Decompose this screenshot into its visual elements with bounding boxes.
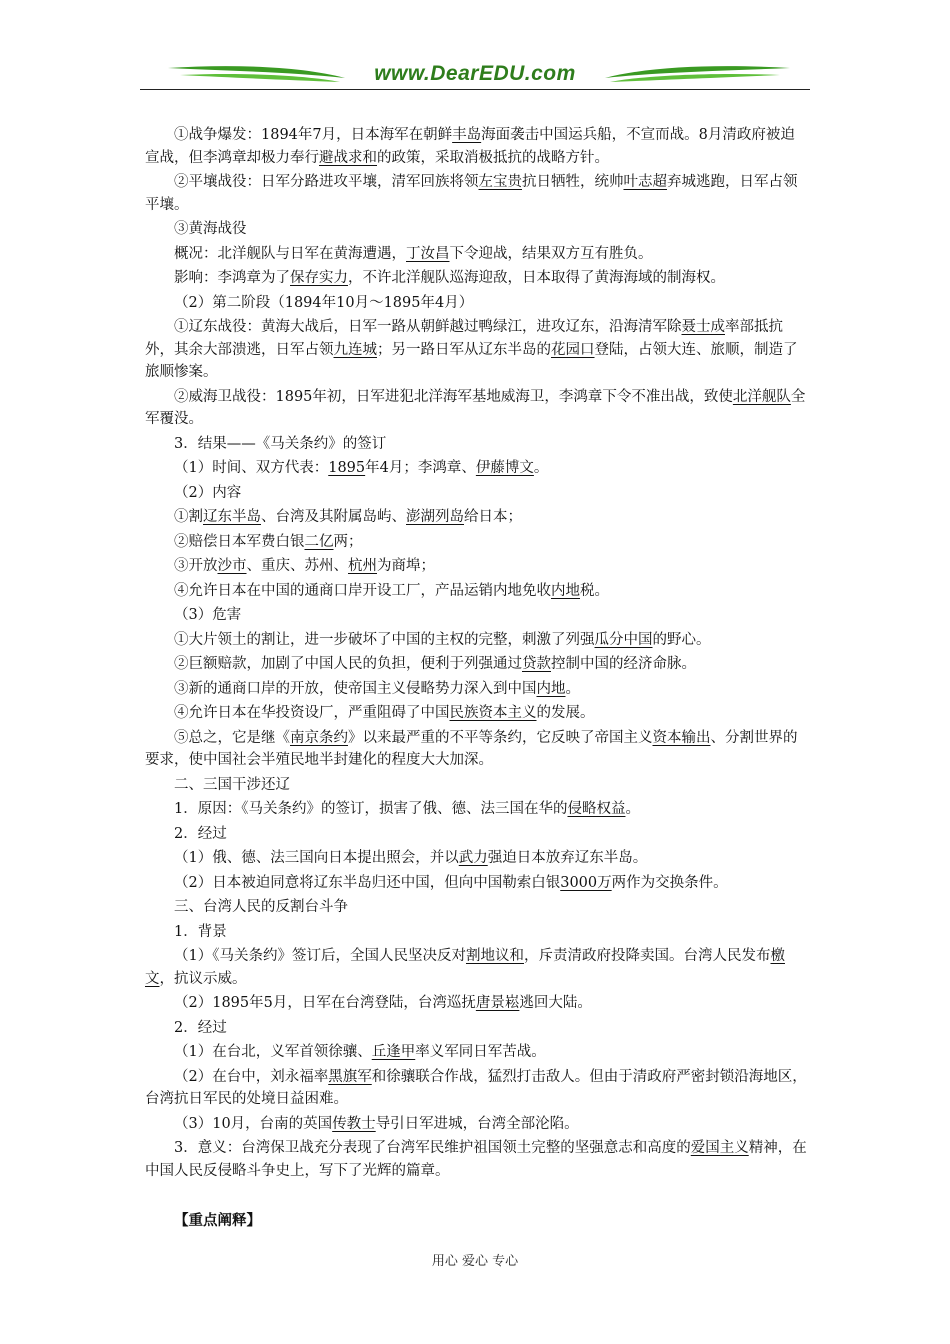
key-points-heading: 【重点阐释】 [174, 1212, 261, 1229]
paragraph: （1）《马关条约》签订后，全国人民坚决反对割地议和，斥责清政府投降卖国。台湾人民发布檄文，抗议示威。 [145, 948, 785, 987]
section-heading: （2）内容 [174, 484, 242, 501]
keyword: 丁汝昌 [406, 245, 450, 262]
keyword: 内地 [536, 680, 566, 697]
keyword: 内地 [551, 582, 580, 599]
keyword: 3000万 [560, 874, 612, 891]
paragraph: （1）时间、双方代表：1895年4月；李鸿章、伊藤博文。 [174, 460, 549, 476]
keyword: 南京条约 [290, 729, 348, 746]
keyword: 资本输出 [652, 729, 711, 746]
keyword: 丰岛 [452, 127, 482, 143]
paragraph: ②赔偿日本军费白银二亿两； [174, 533, 363, 550]
paragraph: （1）在台北，义军首领徐骧、丘逢甲率义军同日军苦战。 [174, 1044, 546, 1060]
paragraph: （2）日本被迫同意将辽东半岛归还中国，但向中国勒索白银3000万两作为交换条件。 [174, 874, 728, 891]
page-footer: 用心 爱心 专心 [431, 1254, 519, 1269]
keyword: 1895 [328, 460, 366, 476]
section-heading: （3）危害 [174, 607, 242, 623]
keyword: 花园口 [551, 341, 595, 358]
keyword: 保存实力 [290, 270, 348, 286]
document-body [145, 124, 809, 1235]
keyword: 瓜分中国 [594, 631, 653, 648]
paragraph: ⑤总之，它是继《南京条约》以来最严重的不平等条约，它反映了帝国主义资本输出、分割世界的要求，使中国社会半殖民地半封建化的程度大大加深。 [145, 729, 798, 768]
paragraph: ④允许日本在华投资设厂，严重阻碍了中国民族资本主义的发展。 [174, 705, 595, 721]
paragraph: ①辽东战役：黄海大战后，日军一路从朝鲜越过鸭绿江，进攻辽东，沿海清军除聂士成率部抵抗外，其余大部溃逃，日军占领九连城；另一路日军从辽东半岛的花园口登陆，占领大连、旅顺，制造了旅顺惨案。 [145, 319, 798, 380]
keyword: 丘逢甲 [371, 1044, 416, 1060]
section-heading: 3．结果——《马关条约》的签订 [174, 435, 387, 452]
keyword: 传教士 [332, 1115, 376, 1132]
keyword: 左宝贵 [478, 174, 522, 190]
keyword: 武力 [458, 850, 488, 866]
paragraph: 3．意义：台湾保卫战充分表现了台湾军民维护祖国领土完整的坚强意志和高度的爱国主义精神，在中国人民反侵略斗争史上，写下了光辉的篇章。 [145, 1140, 807, 1179]
section-heading: （2）第二阶段（1894年10月～1895年4月） [174, 294, 474, 311]
paragraph: ③新的通商口岸的开放，使帝国主义侵略势力深入到中国内地。 [174, 680, 580, 697]
keyword: 避战求和 [319, 149, 377, 166]
keyword: 唐景崧 [475, 995, 520, 1011]
keyword: 北洋舰队 [732, 388, 791, 405]
paragraph: ①战争爆发：1894年7月，日本海军在朝鲜丰岛海面袭击中国运兵船，不宣而战。8月清政府被迫宣战，但李鸿章却极力奉行避战求和的政策，采取消极抵抗的战略方针。 [145, 127, 795, 166]
paragraph: ③黄海战役 [174, 221, 247, 237]
keyword: 聂士成 [681, 319, 725, 335]
keyword: 贷款 [522, 656, 551, 672]
keyword: 檄文 [145, 948, 785, 987]
site-header [140, 60, 810, 90]
keyword: 爱国主义 [690, 1140, 749, 1156]
section-heading: 1．背景 [174, 923, 227, 940]
keyword: 叶志超 [623, 174, 667, 190]
keyword: 侵略权益 [567, 801, 626, 817]
site-logo-text[interactable]: www.DearEDU.com [374, 62, 576, 85]
paragraph: （3）10月，台南的英国传教士导引日军进城，台湾全部沦陷。 [174, 1115, 579, 1132]
section-heading: 二、三国干涉还辽 [174, 776, 290, 793]
keyword: 杭州 [348, 558, 377, 574]
paragraph: ②平壤战役：日军分路进攻平壤，清军回族将领左宝贵抗日牺牲，统帅叶志超弃城逃跑，日军占领平壤。 [145, 174, 798, 213]
keyword: 割地议和 [465, 948, 524, 964]
keyword: 澎湖列岛 [406, 509, 464, 525]
paragraph: ③开放沙市、重庆、苏州、杭州为商埠； [174, 558, 435, 574]
keyword: 黑旗军 [328, 1068, 372, 1085]
section-heading: 2．经过 [174, 825, 227, 842]
paragraph: （1）俄、德、法三国向日本提出照会，并以武力强迫日本放弃辽东半岛。 [174, 850, 648, 866]
keyword: 沙市 [217, 558, 247, 574]
paragraph: （2）在台中，刘永福率黑旗军和徐骧联合作战，猛烈打击敌人。但由于清政府严密封锁沿海地区，台湾抗日军民的处境日益困难。 [145, 1068, 807, 1107]
paragraph: ②威海卫战役：1895年初，日军进犯北洋海军基地威海卫，李鸿章下令不准出战，致使北洋舰队全军覆没。 [145, 388, 806, 427]
header-divider [140, 89, 810, 90]
keyword: 伊藤博文 [475, 460, 534, 476]
paragraph: 概况：北洋舰队与日军在黄海遭遇，丁汝昌下令迎战，结果双方互有胜负。 [174, 245, 653, 262]
paragraph: 影响：李鸿章为了保存实力，不许北洋舰队巡海迎敌，日本取得了黄海海域的制海权。 [174, 270, 725, 286]
paragraph: ④允许日本在中国的通商口岸开设工厂，产品运销内地免收内地税。 [174, 582, 609, 599]
paragraph: 1．原因：《马关条约》的签订，损害了俄、德、法三国在华的侵略权益。 [174, 801, 640, 817]
section-heading: 2．经过 [174, 1019, 227, 1036]
section-heading: 三、台湾人民的反割台斗争 [174, 899, 348, 915]
paragraph: ②巨额赔款，加剧了中国人民的负担，便利于列强通过贷款控制中国的经济命脉。 [174, 656, 696, 672]
paragraph: ①割辽东半岛、台湾及其附属岛屿、澎湖列岛给日本； [174, 509, 522, 525]
paragraph: ①大片领土的割让，进一步破坏了中国的主权的完整，刺激了列强瓜分中国的野心。 [174, 631, 711, 648]
keyword: 九连城 [333, 341, 377, 358]
keyword: 辽东半岛 [203, 509, 261, 525]
keyword: 民族资本主义 [449, 705, 537, 721]
paragraph: （2）1895年5月，日军在台湾登陆，台湾巡抚唐景崧逃回大陆。 [174, 995, 592, 1011]
keyword: 二亿 [304, 533, 334, 550]
